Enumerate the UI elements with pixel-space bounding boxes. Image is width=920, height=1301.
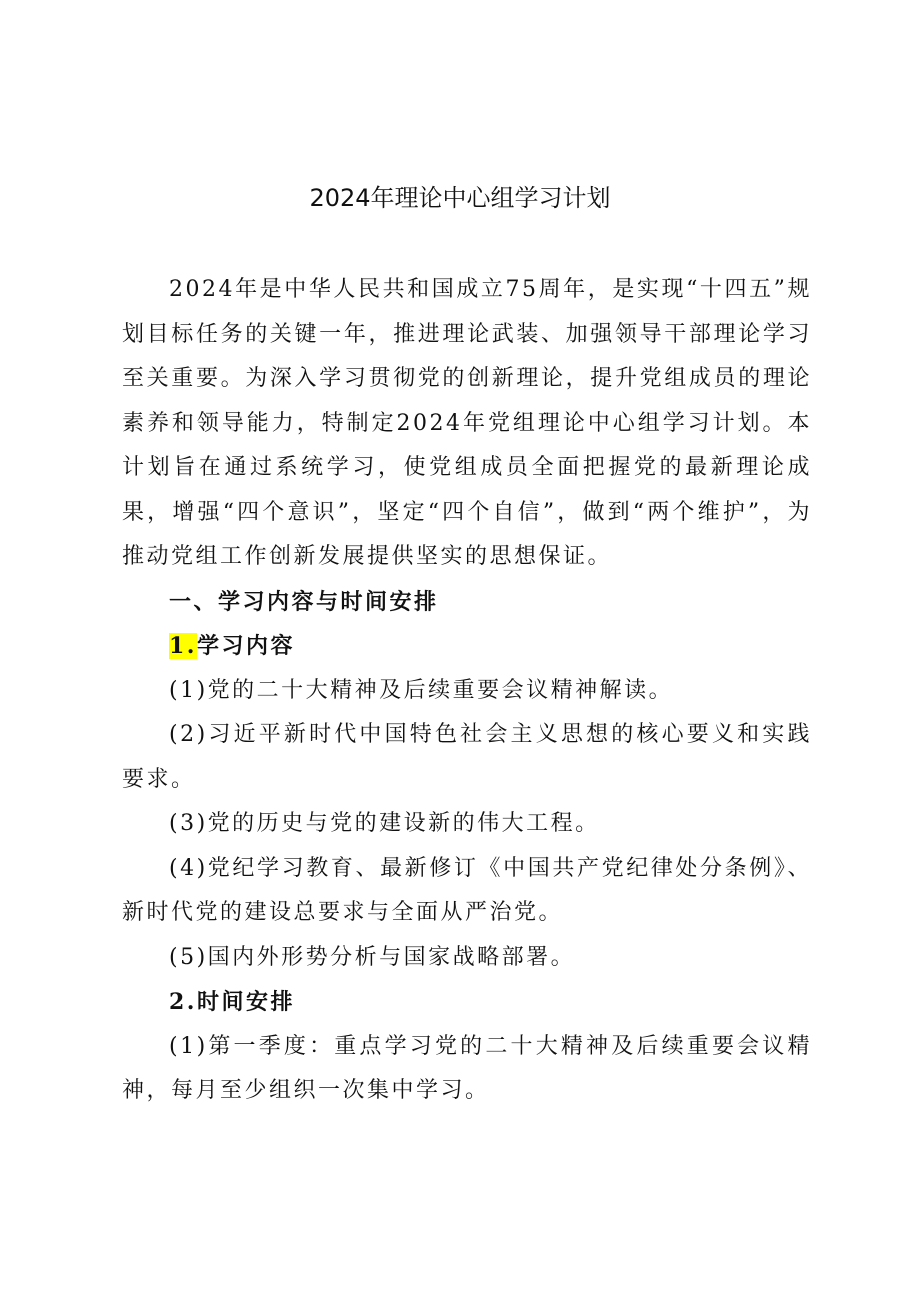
document-body bbox=[122, 268, 812, 1114]
subsection-heading-2: 2.时间安排 bbox=[169, 989, 295, 1015]
intro-paragraph: 2024年是中华人民共和国成立75周年，是实现“十四五”规划目标任务的关键一年，推进理论武装、加强领导干部理论学习至关重要。为深入学习贯彻党的创新理论，提升党组成员的理论素养和领导能力，特制定2024年党组理论中心组学习计划。本计划旨在通过系统学习，使党组成员全面把握党的最新理论成果，增强“四个意识”，坚定“四个自信”，做到“两个维护”，为推动党组工作创新发展提供坚实的思想保证。 bbox=[122, 277, 812, 569]
content-item-2: (2)习近平新时代中国特色社会主义思想的核心要义和实践要求。 bbox=[122, 722, 812, 792]
subsection-label: 学习内容 bbox=[196, 633, 295, 659]
content-item-5: (5)国内外形势分析与国家战略部署。 bbox=[169, 944, 576, 970]
subsection-heading-1 bbox=[122, 624, 812, 669]
schedule-item-1: (1)第一季度：重点学习党的二十大精神及后续重要会议精神，每月至少组织一次集中学习。 bbox=[122, 1033, 812, 1103]
content-item-4: (4)党纪学习教育、最新修订《中国共产党纪律处分条例》、新时代党的建设总要求与全面从严治党。 bbox=[122, 855, 812, 925]
document-title: 2024年理论中心组学习计划 bbox=[309, 184, 611, 212]
content-item-1: (1)党的二十大精神及后续重要会议精神解读。 bbox=[169, 677, 674, 703]
section-heading-1: 一、学习内容与时间安排 bbox=[169, 588, 439, 615]
content-item-3: (3)党的历史与党的建设新的伟大工程。 bbox=[169, 811, 600, 836]
highlighted-number: 1. bbox=[169, 633, 197, 659]
